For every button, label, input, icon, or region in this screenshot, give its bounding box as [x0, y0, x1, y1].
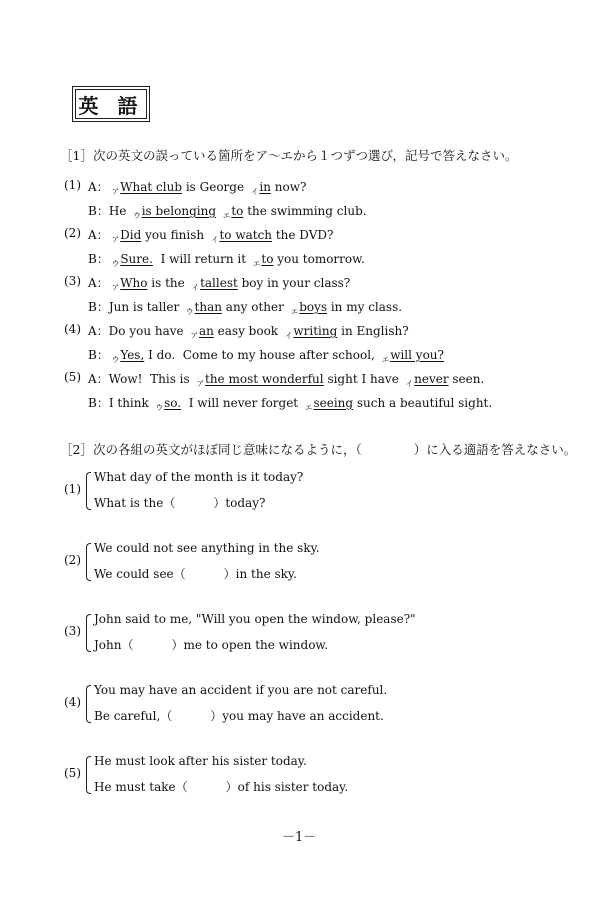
sentence-rewrite-before: We could see（ [94, 567, 186, 581]
sentence-original: We could not see anything in the sky. [94, 541, 320, 555]
text: boy in your class? [237, 276, 351, 290]
sentence-rewrite [94, 707, 384, 724]
underlined-option: tallest [200, 276, 238, 290]
q2-line-b [88, 250, 365, 267]
brace [86, 685, 91, 723]
choice-marker: イ [284, 331, 293, 340]
underlined-option: to watch [219, 228, 273, 242]
q3-line-a [88, 274, 350, 291]
question-number: (1) [64, 178, 81, 192]
sentence-rewrite [94, 494, 265, 511]
q2-line-a [88, 226, 333, 243]
section2-instruction-pre: ［2］次の各組の英文がほぼ同じ意味になるように，（ [60, 442, 362, 457]
page-number: －1－ [282, 830, 317, 845]
speaker: B：He [88, 204, 131, 218]
sentence-rewrite-before: What is the（ [94, 496, 176, 510]
sentence-original: He must look after his sister today. [94, 754, 307, 768]
q5-line-b [88, 394, 492, 411]
choice-marker: ア [111, 235, 120, 244]
speaker: B： [88, 252, 109, 266]
question-number: (3) [64, 624, 81, 638]
sentence-original: What day of the month is it today? [94, 470, 304, 484]
text: seen. [448, 372, 485, 386]
underlined-option: an [198, 324, 214, 338]
sentence-rewrite-before: John（ [94, 638, 134, 652]
underlined-option: Did [120, 228, 142, 242]
text: sight I have [323, 372, 403, 386]
choice-marker: ウ [133, 211, 141, 220]
brace [86, 614, 91, 652]
sentence-rewrite-after: ）of his sister today. [225, 780, 349, 794]
brace [86, 472, 91, 510]
text: you finish [141, 228, 208, 242]
text: the swimming club. [243, 204, 367, 218]
sentence-rewrite-after: ）today? [213, 496, 266, 510]
section2-instruction [60, 440, 576, 458]
text: any other [221, 300, 288, 314]
question-number: (4) [64, 695, 81, 709]
underlined-option: What club [120, 180, 182, 194]
choice-marker: エ [252, 259, 261, 268]
text: such a beautiful sight. [353, 396, 493, 410]
choice-marker: イ [210, 235, 219, 244]
speaker: B： [88, 348, 109, 362]
underlined-option: Sure. [120, 252, 153, 266]
text: in my class. [327, 300, 403, 314]
underlined-option: writing [293, 324, 338, 338]
sentence-rewrite-after: ）me to open the window. [171, 638, 329, 652]
choice-marker: ア [196, 379, 204, 388]
q4-line-a [88, 322, 409, 339]
underlined-option: never [414, 372, 449, 386]
choice-marker: エ [304, 403, 313, 412]
underlined-option: boys [299, 300, 328, 314]
speaker: A：Wow! This is [88, 372, 194, 386]
underlined-option: to [231, 204, 244, 218]
speaker: A： [88, 180, 109, 194]
question-number: (1) [64, 482, 81, 496]
title-box [72, 86, 150, 122]
choice-marker: ウ [111, 259, 120, 268]
question-number: (5) [64, 370, 81, 384]
underlined-option: Yes, [120, 348, 145, 362]
page-title: 英 語 [75, 89, 147, 119]
choice-marker: イ [405, 379, 414, 388]
underlined-option: is belonging [141, 204, 217, 218]
brace [86, 543, 91, 581]
sentence-rewrite [94, 565, 297, 582]
choice-marker: ア [190, 331, 198, 340]
text: is the [147, 276, 189, 290]
text: I will never forget [181, 396, 302, 410]
text: I do. Come to my house after school, [144, 348, 379, 362]
q1-line-a [88, 178, 306, 195]
speaker: A： [88, 276, 109, 290]
speaker: B：Jun is taller [88, 300, 184, 314]
speaker: B：I think [88, 396, 153, 410]
section1-instruction: ［1］次の英文の誤っている箇所をア～エから１つずつ選び，記号で答えなさい。 [60, 148, 518, 163]
choice-marker: エ [381, 355, 390, 364]
choice-marker: ア [111, 283, 120, 292]
speaker: A：Do you have [88, 324, 188, 338]
underlined-option: the most wonderful [205, 372, 324, 386]
text: now? [270, 180, 307, 194]
text: I will return it [152, 252, 250, 266]
sentence-rewrite [94, 778, 348, 795]
question-number: (3) [64, 274, 81, 288]
sentence-original: John said to me, "Will you open the window, please?" [94, 612, 416, 626]
sentence-rewrite-before: He must take（ [94, 780, 188, 794]
text: the DVD? [272, 228, 334, 242]
choice-marker: イ [250, 187, 259, 196]
question-number: (5) [64, 766, 81, 780]
underlined-option: to [261, 252, 274, 266]
text [216, 204, 220, 218]
sentence-rewrite-after: ）you may have an accident. [210, 709, 384, 723]
q4-line-b [88, 346, 444, 363]
choice-marker: エ [290, 307, 299, 316]
question-number: (2) [64, 226, 81, 240]
question-number: (4) [64, 322, 81, 336]
q5-line-a [88, 370, 484, 387]
underlined-option: seeing [313, 396, 354, 410]
underlined-option: Who [120, 276, 148, 290]
q3-line-b [88, 298, 402, 315]
text: is George [182, 180, 248, 194]
question-number: (2) [64, 553, 81, 567]
choice-marker: ア [111, 187, 120, 196]
sentence-original: You may have an accident if you are not careful. [94, 683, 388, 697]
choice-marker: ウ [186, 307, 194, 316]
section2-instruction-post: ）に入る適語を答えなさい。 [413, 442, 577, 457]
text: in English? [337, 324, 409, 338]
choice-marker: ウ [111, 355, 120, 364]
choice-marker: エ [222, 211, 231, 220]
underlined-option: will you? [390, 348, 444, 362]
choice-marker: イ [191, 283, 200, 292]
brace [86, 756, 91, 794]
sentence-rewrite-after: ）in the sky. [223, 567, 297, 581]
underlined-option: in [259, 180, 271, 194]
speaker: A： [88, 228, 109, 242]
sentence-rewrite-before: Be careful,（ [94, 709, 173, 723]
text: easy book [213, 324, 282, 338]
sentence-rewrite [94, 636, 328, 653]
q1-line-b [88, 202, 367, 219]
text: you tomorrow. [273, 252, 365, 266]
choice-marker: ウ [155, 403, 164, 412]
underlined-option: than [194, 300, 222, 314]
underlined-option: so. [164, 396, 182, 410]
